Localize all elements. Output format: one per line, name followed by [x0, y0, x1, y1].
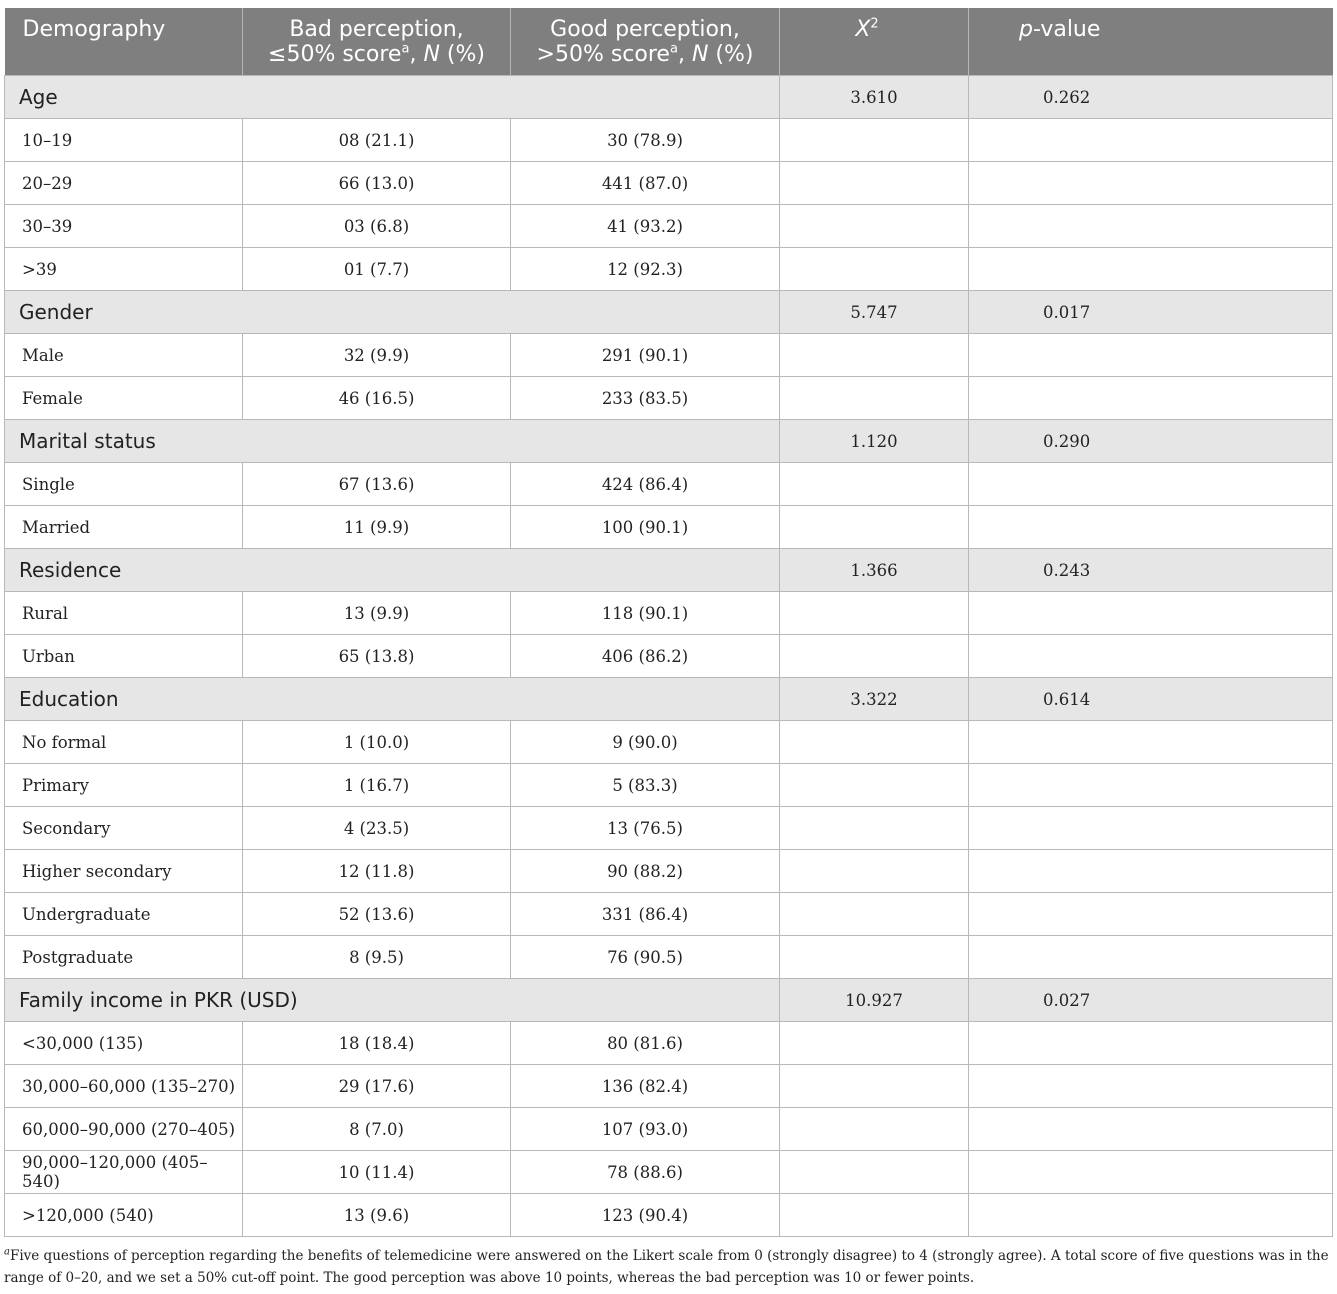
- row-good-perception: 424 (86.4): [511, 463, 780, 506]
- row-chi-empty: [780, 807, 969, 850]
- group-row: [5, 979, 1333, 1022]
- row-p-empty: [969, 1194, 1333, 1237]
- row-label: Undergraduate: [5, 893, 243, 936]
- header-good-score: >50% score: [536, 42, 670, 67]
- row-chi-empty: [780, 162, 969, 205]
- row-label: Married: [5, 506, 243, 549]
- row-bad-perception: 11 (9.9): [243, 506, 511, 549]
- footnote-text: Five questions of perception regarding the benefits of telemedicine were answered on the Likert scale from 0 (strongly disagree) to 4 (strongly agree). A total score of five questions was in the range of 0–20, and we set a 50% cut-off point. The good perception was above 10 points, whereas the bad perception was 10 or fewer points.: [4, 1248, 1329, 1286]
- row-p-empty: [969, 463, 1333, 506]
- header-bad-score: ≤50% score: [268, 42, 402, 67]
- row-bad-perception: 32 (9.9): [243, 334, 511, 377]
- table-header: [5, 8, 1333, 76]
- table-row: [5, 893, 1333, 936]
- table-row: [5, 1065, 1333, 1108]
- row-chi-empty: [780, 334, 969, 377]
- row-bad-perception: 8 (9.5): [243, 936, 511, 979]
- table-row: [5, 936, 1333, 979]
- header-demography: [5, 8, 243, 76]
- row-good-perception: 12 (92.3): [511, 248, 780, 291]
- group-p-value: 0.027: [969, 979, 1333, 1022]
- row-chi-empty: [780, 1194, 969, 1237]
- group-p-value: 0.017: [969, 291, 1333, 334]
- row-bad-perception: 1 (16.7): [243, 764, 511, 807]
- row-good-perception: 233 (83.5): [511, 377, 780, 420]
- header-p-italic: p: [1019, 17, 1033, 42]
- header-bad-line1: Bad perception,: [289, 17, 464, 42]
- group-row: [5, 678, 1333, 721]
- row-p-empty: [969, 1022, 1333, 1065]
- row-chi-empty: [780, 893, 969, 936]
- row-bad-perception: 01 (7.7): [243, 248, 511, 291]
- row-label: <30,000 (135): [5, 1022, 243, 1065]
- table-row: [5, 162, 1333, 205]
- row-chi-empty: [780, 248, 969, 291]
- row-label: No formal: [5, 721, 243, 764]
- header-bad-comma: ,: [409, 42, 424, 67]
- row-p-empty: [969, 721, 1333, 764]
- header-chi-sup: 2: [870, 16, 879, 32]
- row-good-perception: 41 (93.2): [511, 205, 780, 248]
- group-p-value: 0.243: [969, 549, 1333, 592]
- row-good-perception: 123 (90.4): [511, 1194, 780, 1237]
- footnote-mark: a: [4, 1246, 10, 1258]
- group-chi-square: 10.927: [780, 979, 969, 1022]
- header-bad-n: N: [423, 42, 440, 67]
- row-p-empty: [969, 807, 1333, 850]
- row-p-empty: [969, 248, 1333, 291]
- row-label: Urban: [5, 635, 243, 678]
- row-good-perception: 136 (82.4): [511, 1065, 780, 1108]
- row-bad-perception: 46 (16.5): [243, 377, 511, 420]
- row-chi-empty: [780, 635, 969, 678]
- group-chi-square: 3.610: [780, 76, 969, 119]
- row-label: Female: [5, 377, 243, 420]
- row-good-perception: 118 (90.1): [511, 592, 780, 635]
- row-p-empty: [969, 1151, 1333, 1194]
- perception-table-container: [4, 8, 1332, 1237]
- row-good-perception: 78 (88.6): [511, 1151, 780, 1194]
- table-row: [5, 764, 1333, 807]
- row-p-empty: [969, 1065, 1333, 1108]
- row-bad-perception: 4 (23.5): [243, 807, 511, 850]
- row-bad-perception: 08 (21.1): [243, 119, 511, 162]
- header-good-comma: ,: [677, 42, 692, 67]
- row-good-perception: 9 (90.0): [511, 721, 780, 764]
- row-chi-empty: [780, 850, 969, 893]
- row-chi-empty: [780, 764, 969, 807]
- row-p-empty: [969, 119, 1333, 162]
- row-label: Rural: [5, 592, 243, 635]
- header-good-footnote-mark: a: [669, 41, 678, 57]
- row-bad-perception: 18 (18.4): [243, 1022, 511, 1065]
- header-demography-label: Demography: [22, 17, 166, 42]
- row-label: >39: [5, 248, 243, 291]
- row-p-empty: [969, 1108, 1333, 1151]
- group-p-value: 0.614: [969, 678, 1333, 721]
- group-p-value: 0.290: [969, 420, 1333, 463]
- header-chi-x: X: [855, 17, 871, 42]
- row-label: Primary: [5, 764, 243, 807]
- row-good-perception: 291 (90.1): [511, 334, 780, 377]
- row-label: Secondary: [5, 807, 243, 850]
- header-good-n: N: [691, 42, 709, 67]
- row-p-empty: [969, 764, 1333, 807]
- table-row: [5, 119, 1333, 162]
- row-p-empty: [969, 635, 1333, 678]
- header-good-line2: [511, 42, 779, 67]
- header-bad-footnote-mark: a: [401, 41, 410, 57]
- header-p-rest: -value: [1032, 17, 1101, 42]
- row-p-empty: [969, 334, 1333, 377]
- table-row: [5, 334, 1333, 377]
- row-chi-empty: [780, 592, 969, 635]
- group-chi-square: 1.366: [780, 549, 969, 592]
- header-good-pct: (%): [708, 42, 754, 67]
- row-label: Male: [5, 334, 243, 377]
- group-row: [5, 76, 1333, 119]
- row-label: Single: [5, 463, 243, 506]
- table-row: [5, 635, 1333, 678]
- row-p-empty: [969, 893, 1333, 936]
- row-bad-perception: 1 (10.0): [243, 721, 511, 764]
- table-row: [5, 205, 1333, 248]
- row-bad-perception: 03 (6.8): [243, 205, 511, 248]
- row-label: 20–29: [5, 162, 243, 205]
- header-chi-square: [780, 8, 969, 76]
- header-row: [5, 8, 1333, 76]
- row-bad-perception: 66 (13.0): [243, 162, 511, 205]
- group-label: Residence: [5, 549, 780, 592]
- row-label: 60,000–90,000 (270–405): [5, 1108, 243, 1151]
- row-bad-perception: 52 (13.6): [243, 893, 511, 936]
- table-row: [5, 248, 1333, 291]
- group-row: [5, 549, 1333, 592]
- row-chi-empty: [780, 1108, 969, 1151]
- header-good-perception: [511, 8, 780, 76]
- row-good-perception: 100 (90.1): [511, 506, 780, 549]
- row-bad-perception: 8 (7.0): [243, 1108, 511, 1151]
- row-bad-perception: 13 (9.6): [243, 1194, 511, 1237]
- group-label: Education: [5, 678, 780, 721]
- row-p-empty: [969, 592, 1333, 635]
- table-row: [5, 1022, 1333, 1065]
- group-label: Family income in PKR (USD): [5, 979, 780, 1022]
- table-row: [5, 463, 1333, 506]
- group-chi-square: 5.747: [780, 291, 969, 334]
- table-row: [5, 807, 1333, 850]
- table-row: [5, 377, 1333, 420]
- row-label: Postgraduate: [5, 936, 243, 979]
- row-label: 30,000–60,000 (135–270): [5, 1065, 243, 1108]
- table-row: [5, 850, 1333, 893]
- row-good-perception: 331 (86.4): [511, 893, 780, 936]
- group-label: Age: [5, 76, 780, 119]
- group-row: [5, 291, 1333, 334]
- header-p-value: [969, 8, 1333, 76]
- row-good-perception: 76 (90.5): [511, 936, 780, 979]
- row-label: Higher secondary: [5, 850, 243, 893]
- row-label: 30–39: [5, 205, 243, 248]
- group-row: [5, 420, 1333, 463]
- header-bad-pct: (%): [439, 42, 485, 67]
- table-body: [5, 76, 1333, 1237]
- header-bad-perception: [243, 8, 511, 76]
- row-good-perception: 406 (86.2): [511, 635, 780, 678]
- group-label: Gender: [5, 291, 780, 334]
- group-p-value: 0.262: [969, 76, 1333, 119]
- group-chi-square: 3.322: [780, 678, 969, 721]
- row-chi-empty: [780, 1022, 969, 1065]
- row-p-empty: [969, 506, 1333, 549]
- row-chi-empty: [780, 119, 969, 162]
- row-good-perception: 30 (78.9): [511, 119, 780, 162]
- group-chi-square: 1.120: [780, 420, 969, 463]
- row-chi-empty: [780, 1151, 969, 1194]
- row-p-empty: [969, 936, 1333, 979]
- row-bad-perception: 13 (9.9): [243, 592, 511, 635]
- row-chi-empty: [780, 377, 969, 420]
- header-bad-line2: [243, 42, 510, 67]
- row-chi-empty: [780, 936, 969, 979]
- table-row: [5, 506, 1333, 549]
- row-bad-perception: 65 (13.8): [243, 635, 511, 678]
- row-label: 90,000–120,000 (405–540): [5, 1151, 243, 1194]
- row-chi-empty: [780, 721, 969, 764]
- perception-table: [4, 8, 1333, 1237]
- row-p-empty: [969, 205, 1333, 248]
- row-bad-perception: 29 (17.6): [243, 1065, 511, 1108]
- table-row: [5, 1151, 1333, 1194]
- row-good-perception: 5 (83.3): [511, 764, 780, 807]
- row-bad-perception: 10 (11.4): [243, 1151, 511, 1194]
- row-label: 10–19: [5, 119, 243, 162]
- row-good-perception: 13 (76.5): [511, 807, 780, 850]
- table-footnote: [4, 1245, 1332, 1289]
- row-label: >120,000 (540): [5, 1194, 243, 1237]
- row-p-empty: [969, 162, 1333, 205]
- table-row: [5, 1108, 1333, 1151]
- row-p-empty: [969, 850, 1333, 893]
- row-good-perception: 80 (81.6): [511, 1022, 780, 1065]
- group-label: Marital status: [5, 420, 780, 463]
- row-good-perception: 441 (87.0): [511, 162, 780, 205]
- header-good-line1: Good perception,: [550, 17, 740, 42]
- row-chi-empty: [780, 205, 969, 248]
- row-p-empty: [969, 377, 1333, 420]
- table-row: [5, 721, 1333, 764]
- table-row: [5, 1194, 1333, 1237]
- row-good-perception: 107 (93.0): [511, 1108, 780, 1151]
- row-good-perception: 90 (88.2): [511, 850, 780, 893]
- row-chi-empty: [780, 506, 969, 549]
- row-bad-perception: 12 (11.8): [243, 850, 511, 893]
- row-chi-empty: [780, 463, 969, 506]
- row-chi-empty: [780, 1065, 969, 1108]
- table-row: [5, 592, 1333, 635]
- row-bad-perception: 67 (13.6): [243, 463, 511, 506]
